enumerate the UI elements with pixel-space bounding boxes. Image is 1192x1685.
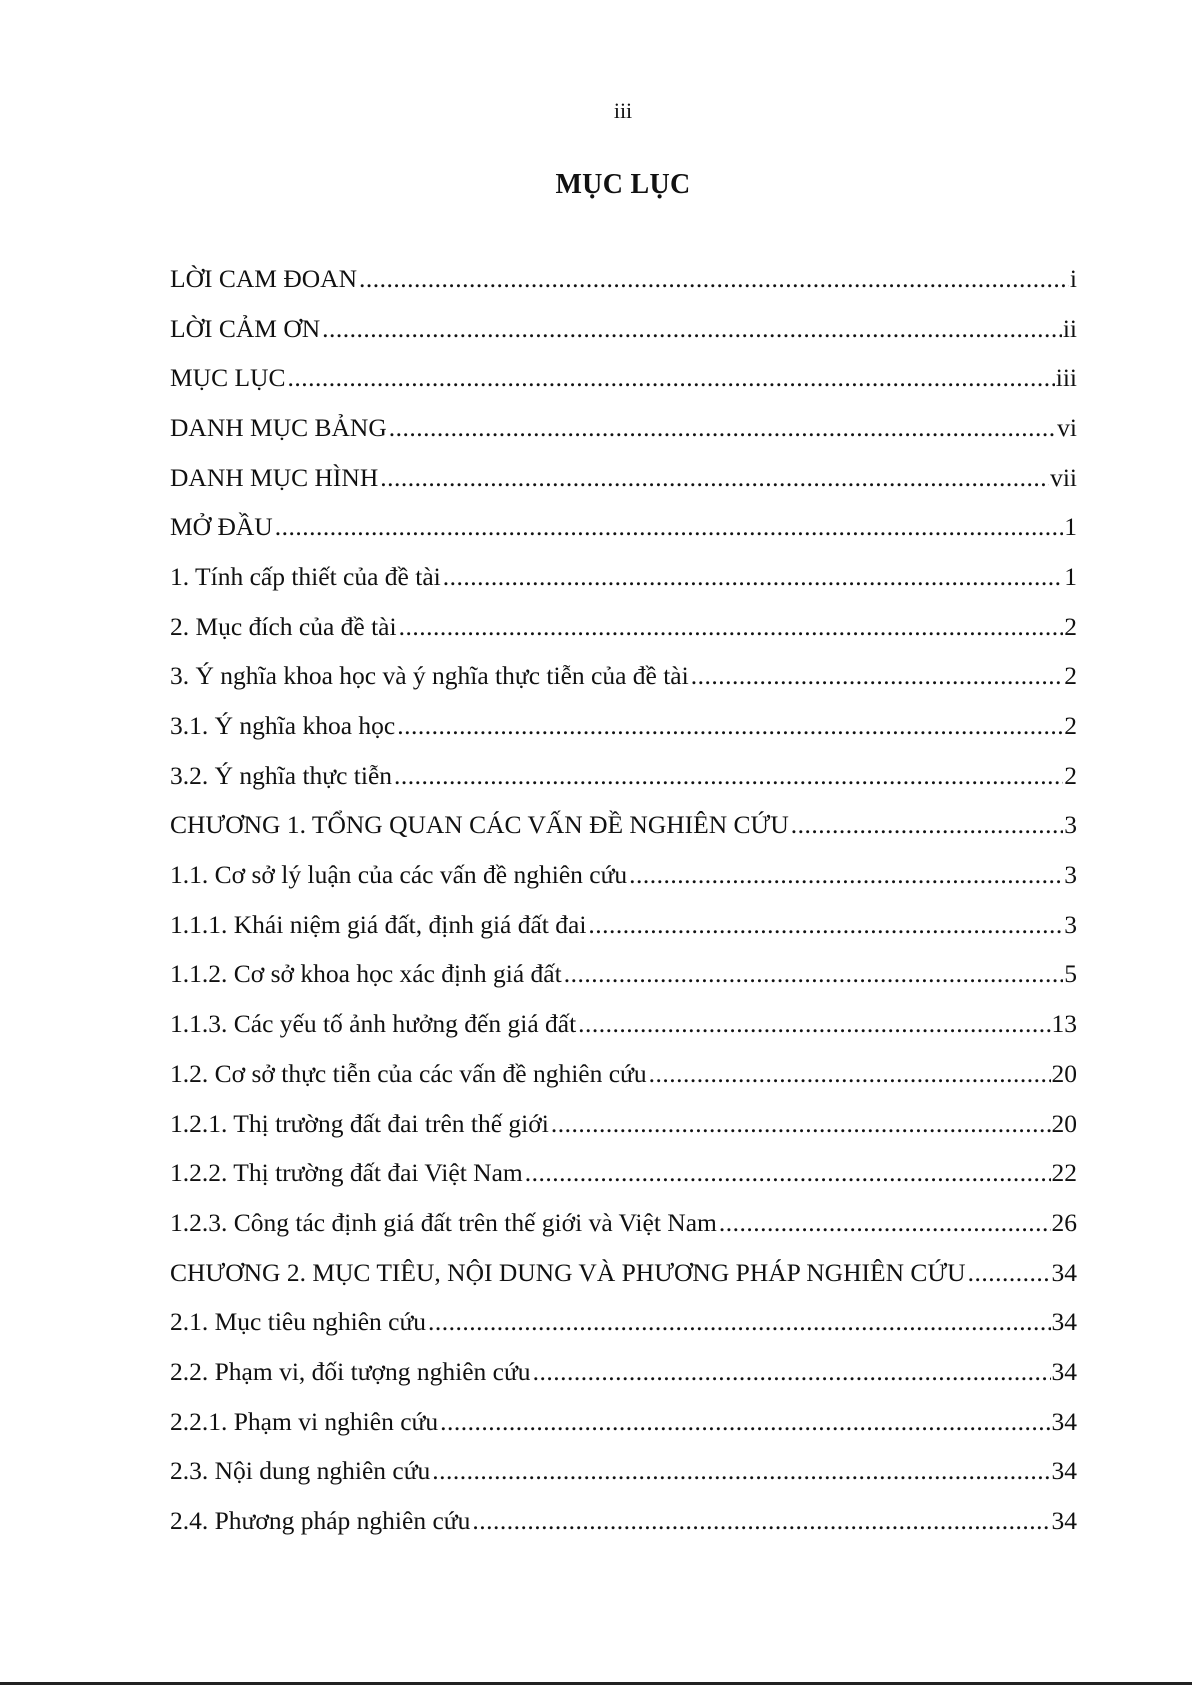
toc-entry-page: 1 <box>1064 561 1077 591</box>
toc-entry[interactable] <box>170 1099 1077 1149</box>
toc-entry-title: DANH MỤC BẢNG <box>170 412 387 442</box>
toc-entry[interactable] <box>170 502 1077 552</box>
toc-dot-leader <box>399 612 1064 642</box>
toc-entry[interactable] <box>170 999 1077 1049</box>
toc-entry[interactable] <box>170 353 1077 403</box>
toc-dot-leader <box>394 761 1063 791</box>
toc-entry-title: CHƯƠNG 2. MỤC TIÊU, NỘI DUNG VÀ PHƯƠNG PHÁP NGHIÊN CỨU <box>170 1257 966 1287</box>
toc-entry[interactable] <box>170 850 1077 900</box>
toc-dot-leader <box>564 959 1064 989</box>
toc-entry-title: 2.2.1. Phạm vi nghiên cứu <box>170 1406 439 1436</box>
toc-entry-title: 2. Mục đích của đề tài <box>170 611 397 641</box>
toc-dot-leader <box>397 711 1063 741</box>
toc-entry-page: 22 <box>1051 1158 1077 1188</box>
toc-entry[interactable] <box>170 1248 1077 1298</box>
toc-entry-page: 34 <box>1051 1307 1077 1337</box>
toc-dot-leader <box>968 1258 1051 1288</box>
toc-entry[interactable] <box>170 403 1077 453</box>
toc-entry-page: iii <box>1055 363 1077 393</box>
toc-dot-leader <box>525 1158 1051 1188</box>
toc-entry-page: 34 <box>1051 1356 1077 1386</box>
toc-dot-leader <box>472 1506 1050 1536</box>
toc-dot-leader <box>719 1208 1051 1238</box>
toc-entry-page: 3 <box>1064 810 1077 840</box>
toc-entry[interactable] <box>170 652 1077 702</box>
toc-entry-page: vi <box>1057 412 1077 442</box>
toc-entry-page: 3 <box>1064 860 1077 890</box>
toc-entry[interactable] <box>170 1148 1077 1198</box>
toc-entry-page: 20 <box>1051 1058 1077 1088</box>
toc-entry-page: 5 <box>1064 959 1077 989</box>
toc-entry-page: i <box>1069 263 1077 293</box>
toc-entry-page: 2 <box>1064 611 1077 641</box>
toc-dot-leader <box>578 1009 1050 1039</box>
toc-dot-leader <box>649 1059 1051 1089</box>
toc-entry-title: 1.1. Cơ sở lý luận của các vấn đề nghiên cứu <box>170 860 628 890</box>
toc-entry-title: LỜI CẢM ƠN <box>170 313 321 343</box>
toc-entry-title: 3.2. Ý nghĩa thực tiễn <box>170 760 393 790</box>
toc-entry[interactable] <box>170 1496 1077 1546</box>
toc-entry[interactable] <box>170 950 1077 1000</box>
toc-entry-title: DANH MỤC HÌNH <box>170 462 379 492</box>
toc-entry-title: 3.1. Ý nghĩa khoa học <box>170 711 396 741</box>
toc-entry-title: CHƯƠNG 1. TỔNG QUAN CÁC VẤN ĐỀ NGHIÊN CỨU <box>170 810 789 840</box>
toc-entry-title: LỜI CAM ĐOAN <box>170 263 357 293</box>
toc-dot-leader <box>629 860 1063 890</box>
toc-entry-page: vii <box>1050 462 1077 492</box>
toc-entry[interactable] <box>170 801 1077 851</box>
toc-entry-page: 2 <box>1064 711 1077 741</box>
toc-dot-leader <box>440 1407 1050 1437</box>
toc-entry-title: 1.1.3. Các yếu tố ảnh hưởng đến giá đất <box>170 1009 577 1039</box>
toc-entry-title: MỤC LỤC <box>170 363 286 393</box>
toc-entry-title: 2.4. Phương pháp nghiên cứu <box>170 1506 471 1536</box>
toc-entry-title: 2.2. Phạm vi, đối tượng nghiên cứu <box>170 1356 531 1386</box>
toc-dot-leader <box>691 661 1064 691</box>
toc-entry-page: 1 <box>1064 512 1077 542</box>
toc-entry[interactable] <box>170 1397 1077 1447</box>
toc-entry[interactable] <box>170 1347 1077 1397</box>
toc-entry-title: 1.2.1. Thị trường đất đai trên thế giới <box>170 1108 549 1138</box>
toc-entry[interactable] <box>170 552 1077 602</box>
toc-entry-title: 2.1. Mục tiêu nghiên cứu <box>170 1307 427 1337</box>
toc-entry-title: 2.3. Nội dung nghiên cứu <box>170 1456 431 1486</box>
toc-entry-page: ii <box>1062 313 1077 343</box>
toc-entry-title: 1.2.3. Công tác định giá đất trên thế giới và Việt Nam <box>170 1207 717 1237</box>
toc-entry-title: 1.1.2. Cơ sở khoa học xác định giá đất <box>170 959 562 989</box>
toc-entry[interactable] <box>170 900 1077 950</box>
toc-dot-leader <box>551 1109 1051 1139</box>
toc-entry-page: 2 <box>1064 760 1077 790</box>
toc-dot-leader <box>588 910 1063 940</box>
toc-dot-leader <box>791 810 1064 840</box>
toc-entry-page: 34 <box>1051 1257 1077 1287</box>
toc-entry-page: 34 <box>1051 1456 1077 1486</box>
toc-entry[interactable] <box>170 1447 1077 1497</box>
toc-entry-page: 34 <box>1051 1406 1077 1436</box>
page-number: iii <box>613 98 633 123</box>
toc-entry[interactable] <box>170 453 1077 503</box>
toc-entry-page: 34 <box>1051 1506 1077 1536</box>
table-of-contents <box>170 254 1077 1546</box>
toc-entry[interactable] <box>170 1297 1077 1347</box>
toc-dot-leader <box>287 363 1054 393</box>
toc-dot-leader <box>380 463 1049 493</box>
toc-entry-title: MỞ ĐẦU <box>170 512 273 542</box>
toc-entry-page: 13 <box>1051 1009 1077 1039</box>
toc-entry[interactable] <box>170 1198 1077 1248</box>
toc-entry[interactable] <box>170 602 1077 652</box>
toc-entry-page: 26 <box>1051 1207 1077 1237</box>
toc-entry-page: 3 <box>1064 909 1077 939</box>
toc-entry[interactable] <box>170 254 1077 304</box>
toc-dot-leader <box>432 1456 1050 1486</box>
toc-entry-title: 1.2.2. Thị trường đất đai Việt Nam <box>170 1158 523 1188</box>
toc-entry-title: 1.1.1. Khái niệm giá đất, định giá đất đai <box>170 909 587 939</box>
toc-entry-page: 20 <box>1051 1108 1077 1138</box>
toc-entry-title: 1. Tính cấp thiết của đề tài <box>170 561 441 591</box>
toc-entry-title: 3. Ý nghĩa khoa học và ý nghĩa thực tiễn của đề tài <box>170 661 689 691</box>
toc-entry[interactable] <box>170 751 1077 801</box>
toc-entry[interactable] <box>170 701 1077 751</box>
toc-dot-leader <box>359 264 1069 294</box>
toc-dot-leader <box>389 413 1056 443</box>
toc-dot-leader <box>428 1307 1050 1337</box>
toc-entry[interactable] <box>170 304 1077 354</box>
toc-dot-leader <box>443 562 1064 592</box>
toc-dot-leader <box>533 1357 1051 1387</box>
toc-entry-title: 1.2. Cơ sở thực tiễn của các vấn đề nghiên cứu <box>170 1058 647 1088</box>
toc-entry[interactable] <box>170 1049 1077 1099</box>
toc-entry-page: 2 <box>1064 661 1077 691</box>
page-title: MỤC LỤC <box>555 169 691 200</box>
toc-dot-leader <box>275 512 1064 542</box>
toc-dot-leader <box>322 314 1062 344</box>
